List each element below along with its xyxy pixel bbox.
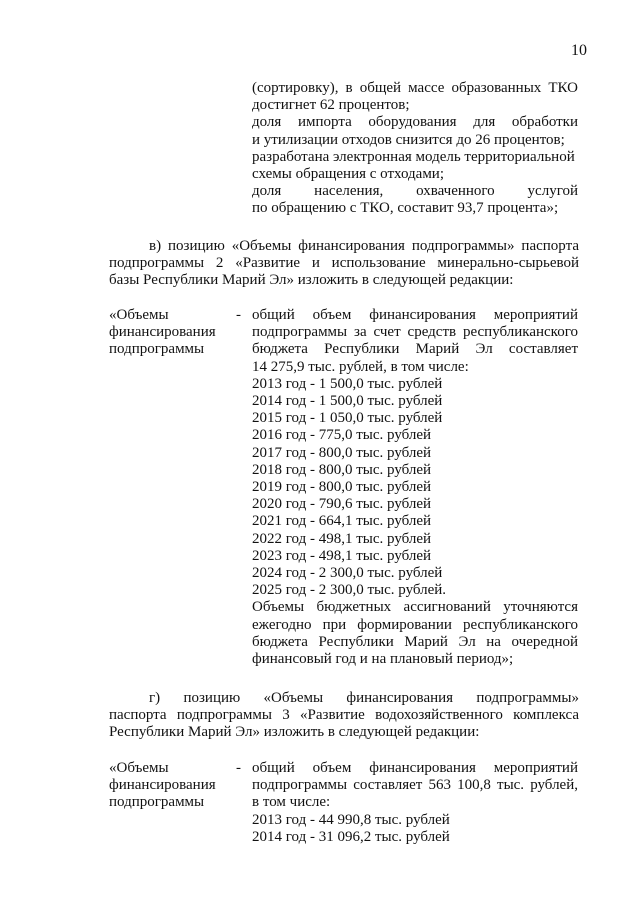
year-line: 2020 год - 790,6 тыс. рублей <box>252 496 432 513</box>
year-line: 2025 год - 2 300,0 тыс. рублей. <box>252 582 447 599</box>
year-line: 2014 год - 1 500,0 тыс. рублей <box>252 393 443 410</box>
table-g-label <box>109 760 235 812</box>
text-line: бюджета Республики Марий Эл составляет <box>252 341 578 358</box>
year-line: 2016 год - 775,0 тыс. рублей <box>252 427 432 444</box>
year-line: 2021 год - 664,1 тыс. рублей <box>252 513 432 530</box>
year-line: 2017 год - 800,0 тыс. рублей <box>252 444 432 461</box>
year-line: 2022 год - 498,1 тыс. рублей <box>252 530 432 547</box>
paragraph-g <box>109 690 579 742</box>
year-line: 2019 год - 800,0 тыс. рублей <box>252 479 432 496</box>
year-line: 2024 год - 2 300,0 тыс. рублей <box>252 565 443 582</box>
text-line: подпрограммы составляет 563 100,8 тыс. рублей, <box>252 777 578 794</box>
text-line: бюджета Республики Марий Эл на очередной <box>252 633 578 650</box>
year-line: 2015 год - 1 050,0 тыс. рублей <box>252 410 443 427</box>
text-line: Объемы бюджетных ассигнований уточняются <box>252 599 578 616</box>
text-line: разработана электронная модель территориальной <box>252 148 575 165</box>
text-line: в том числе: <box>252 794 331 811</box>
text-line: подпрограммы за счет средств республиканского <box>252 324 578 341</box>
text-line: и утилизации отходов снизится до 26 процентов; <box>252 131 565 148</box>
year-line: 2023 год - 498,1 тыс. рублей <box>252 547 432 564</box>
text-line: схемы обращения с отходами; <box>252 166 445 183</box>
text-line: паспорта подпрограммы 3 «Развитие водохозяйственного комплекса <box>109 707 579 724</box>
year-line: 2018 год - 800,0 тыс. рублей <box>252 461 432 478</box>
table-v-label <box>109 307 235 359</box>
text-line: (сортировку), в общей массе образованных ТКО <box>252 80 578 96</box>
label-line: подпрограммы <box>109 341 205 358</box>
label-line: финансирования <box>109 777 216 794</box>
label-line: подпрограммы <box>109 794 205 811</box>
text-line: в) позицию «Объемы финансирования подпрограммы» паспорта <box>149 238 579 254</box>
text-line: общий объем финансирования мероприятий <box>252 760 578 776</box>
text-line: Республики Марий Эл» изложить в следующей редакции: <box>109 724 480 741</box>
text-line: 14 275,9 тыс. рублей, в том числе: <box>252 358 469 375</box>
top-block <box>252 80 578 218</box>
text-line: по обращению с ТКО, составит 93,7 процента»; <box>252 200 559 217</box>
text-line: финансовый год и на плановый период»; <box>252 651 514 668</box>
text-line: доля населения, охваченного услугой <box>252 183 578 200</box>
page-number: 10 <box>571 42 587 59</box>
text-line: общий объем финансирования мероприятий <box>252 307 578 323</box>
text-line: ежегодно при формировании республиканского <box>252 616 578 633</box>
table-v-content <box>252 307 578 668</box>
text-line: достигнет 62 процентов; <box>252 97 410 114</box>
table-v-dash: - <box>236 307 241 323</box>
label-line: «Объемы <box>109 307 169 323</box>
table-g-content <box>252 760 578 846</box>
text-line: базы Республики Марий Эл» изложить в следующей редакции: <box>109 272 514 289</box>
text-line: доля импорта оборудования для обработки <box>252 114 578 131</box>
table-g-dash: - <box>236 760 241 776</box>
label-line: финансирования <box>109 324 216 341</box>
label-line: «Объемы <box>109 760 169 776</box>
text-line: г) позицию «Объемы финансирования подпрограммы» <box>149 690 579 706</box>
year-line: 2013 год - 1 500,0 тыс. рублей <box>252 375 443 392</box>
year-line: 2013 год - 44 990,8 тыс. рублей <box>252 811 450 828</box>
text-line: подпрограммы 2 «Развитие и использование минерально-сырьевой <box>109 255 579 272</box>
paragraph-v <box>109 238 579 290</box>
year-line: 2014 год - 31 096,2 тыс. рублей <box>252 828 450 845</box>
